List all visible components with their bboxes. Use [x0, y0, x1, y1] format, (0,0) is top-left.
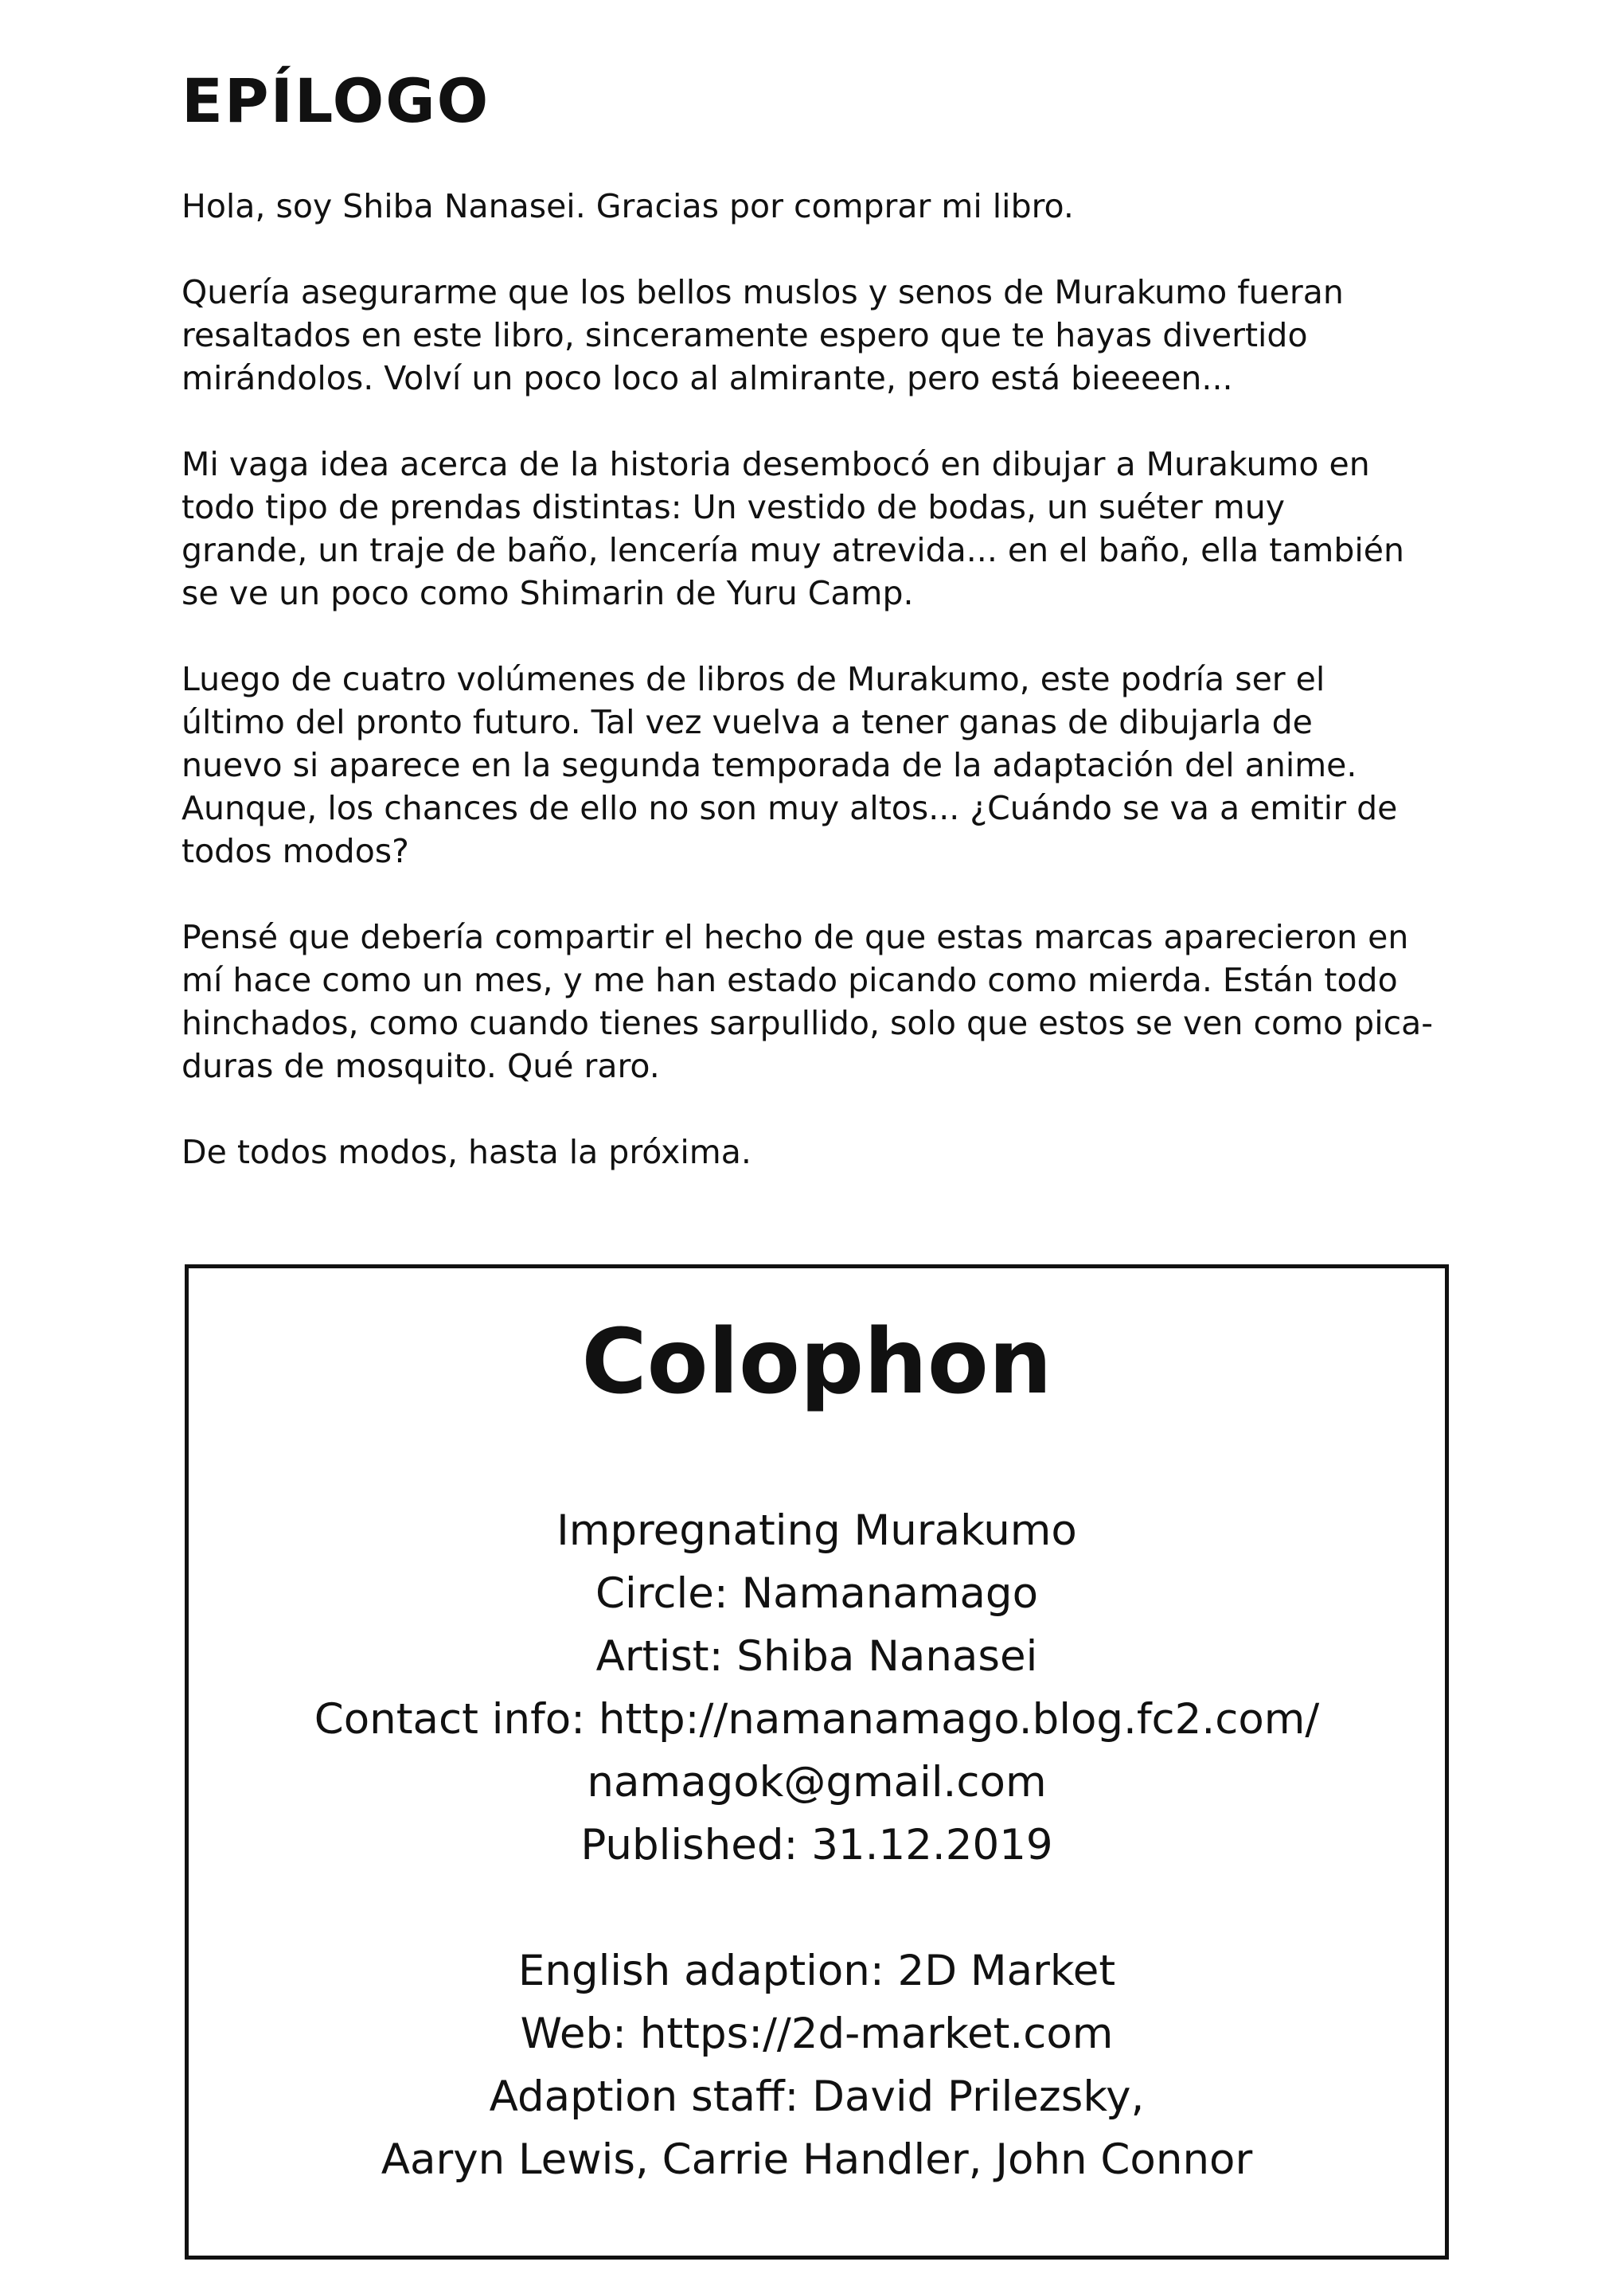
colophon-published: Published: 31.12.2019 [580, 1821, 1053, 1869]
text-line: todos modos? [182, 832, 409, 870]
text-line: Quería asegurarme que los bellos muslos y senos de Murakumo fueran [182, 273, 1344, 311]
colophon-staff: Adaption staff: David Prilezsky, [489, 2072, 1145, 2121]
text-line: resaltados en este libro, sinceramente espero que te hayas divertido [182, 316, 1308, 354]
text-line: hinchados, como cuando tienes sarpullido, solo que estos se ven como pica- [182, 1004, 1434, 1042]
text-line: grande, un traje de baño, lencería muy atrevida... en el baño, ella también [182, 531, 1404, 569]
text-line: Pensé que debería compartir el hecho de que estas marcas aparecieron en [182, 918, 1409, 956]
text-line: De todos modos, hasta la próxima. [182, 1133, 751, 1171]
colophon-english-adaption: English adaption: 2D Market [517, 1947, 1116, 1995]
colophon-box [185, 1264, 1449, 2260]
text-line: Hola, soy Shiba Nanasei. Gracias por comprar mi libro. [182, 187, 1074, 225]
colophon-web: Web: https://2d-market.com [520, 2010, 1114, 2058]
text-line: nuevo si aparece en la segunda temporada de la adaptación del anime. [182, 746, 1357, 784]
text-line: último del pronto futuro. Tal vez vuelva a tener ganas de dibujarla de [182, 703, 1313, 741]
epilogue-body [182, 185, 1471, 1217]
epilogue-paragraph [182, 185, 1471, 228]
text-line: Aunque, los chances de ello no son muy altos... ¿Cuándo se va a emitir de [182, 789, 1398, 827]
colophon-details [189, 1499, 1445, 2191]
text-line: duras de mosquito. Qué raro. [182, 1047, 660, 1085]
epilogue-title: EPÍLOGO [182, 65, 490, 136]
epilogue-paragraph [182, 1131, 1471, 1174]
epilogue-paragraph [182, 443, 1471, 615]
epilogue-paragraph [182, 271, 1471, 400]
epilogue-paragraph [182, 658, 1471, 873]
text-line: Mi vaga idea acerca de la historia desembocó en dibujar a Murakumo en [182, 445, 1370, 483]
colophon-book-title: Impregnating Murakumo [556, 1506, 1077, 1555]
colophon-artist: Artist: Shiba Nanasei [595, 1632, 1038, 1681]
epilogue-paragraph [182, 916, 1471, 1088]
colophon-spacer [189, 1877, 1445, 1939]
colophon-circle: Circle: Namanamago [595, 1569, 1038, 1618]
colophon-title: Colophon [581, 1311, 1052, 1414]
text-line: todo tipo de prendas distintas: Un vestido de bodas, un suéter muy [182, 488, 1285, 526]
colophon-contact: Contact info: http://namanamago.blog.fc2.com/ [314, 1695, 1320, 1744]
text-line: se ve un poco como Shimarin de Yuru Camp. [182, 574, 914, 612]
text-line: Luego de cuatro volúmenes de libros de Murakumo, este podría ser el [182, 660, 1325, 698]
text-line: mí hace como un mes, y me han estado picando como mierda. Están todo [182, 961, 1398, 999]
colophon-email: namagok@gmail.com [587, 1758, 1047, 1807]
text-line: mirándolos. Volví un poco loco al almirante, pero está bieeeen... [182, 359, 1233, 397]
colophon-staff-continued: Aaryn Lewis, Carrie Handler, John Connor [381, 2135, 1253, 2184]
